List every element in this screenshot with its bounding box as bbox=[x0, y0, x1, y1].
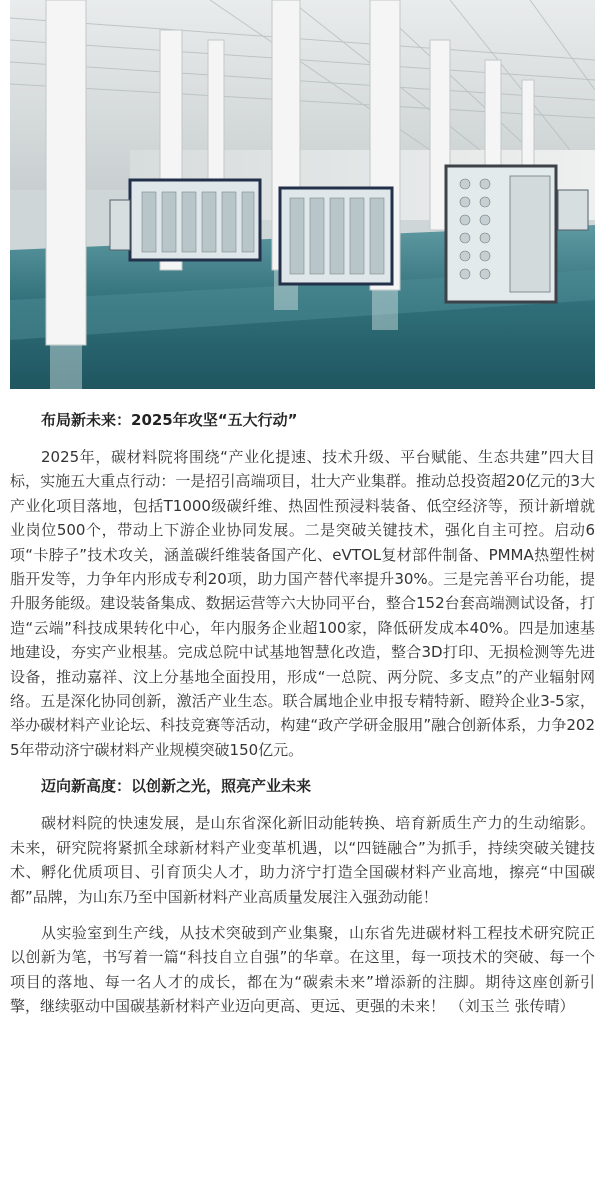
paragraph-five-actions: 2025年，碳材料院将围绕“产业化提速、技术升级、平台赋能、生态共建”四大目标，实施五大重点行动：一是招引高端项目，壮大产业集群。推动总投资超20亿元的3大产业化项目落地，包括T1000级碳纤维、热固性预浸料装备、低空经济等，预计新增就业岗位500个，带动上下游企业协同发展。二是突破关键技术，强化自主可控。启动6项“卡脖子”技术攻关，涵盖碳纤维装备国产化、eVTOL复材部件制备、PMMA热塑性树脂开发等，力争年内形成专利20项，助力国产替代率提升30%。三是完善平台功能，提升服务能级。建设装备集成、数据运营等六大协同平台，整合152台套高端测试设备，打造“云端”科技成果转化中心，年内服务企业超100家，降低研发成本40%。四是加速基地建设，夯实产业根基。完成总院中试基地智慧化改造，整合3D打印、无损检测等先进设备，推动嘉祥、汶上分基地全面投用，形成“一总院、两分院、多支点”的产业辐射网络。五是深化协同创新，激活产业生态。联合属地企业申报专精特新、瞪羚企业3-5家，举办碳材料产业论坛、科技竞赛等活动，构建“政产学研金服用”融合创新体系，力争2025年带动济宁碳材料产业规模突破150亿元。 bbox=[10, 448, 595, 759]
machine-left bbox=[130, 180, 260, 260]
machine-right bbox=[446, 166, 556, 302]
paragraph-closing: 从实验室到生产线，从技术突破到产业集聚，山东省先进碳材料工程技术研究院正以创新为笔，书写着一篇“科技自立自强”的华章。在这里，每一项技术的突破、每一个项目的落地、每一名人才的成长，都在为“碳索未来”增添新的注脚。期待这座创新引擎，继续驱动中国碳基新材料产业迈向更高、更远、更强的未来！ （刘玉兰 张传晴） bbox=[10, 923, 595, 1016]
machine-center bbox=[280, 188, 392, 284]
factory-floor-photo bbox=[10, 0, 595, 389]
section-heading-five-actions: 布局新未来：2025年攻坚“五大行动” bbox=[41, 411, 298, 429]
paragraph-future-outlook: 碳材料院的快速发展，是山东省深化新旧动能转换、培育新质生产力的生动缩影。未来，研究院将紧抓全球新材料产业变革机遇，以“四链融合”为抓手，持续突破关键技术、孵化优质项目、引育顶尖人才，助力济宁打造全国碳材料产业高地，擦亮“中国碳都”品牌，为山东乃至中国新材料产业高质量发展注入强劲动能！ bbox=[10, 814, 595, 906]
article-body bbox=[10, 408, 595, 1031]
factory-floor-illustration bbox=[10, 0, 595, 389]
section-heading-new-height: 迈向新高度：以创新之光，照亮产业未来 bbox=[41, 777, 312, 796]
